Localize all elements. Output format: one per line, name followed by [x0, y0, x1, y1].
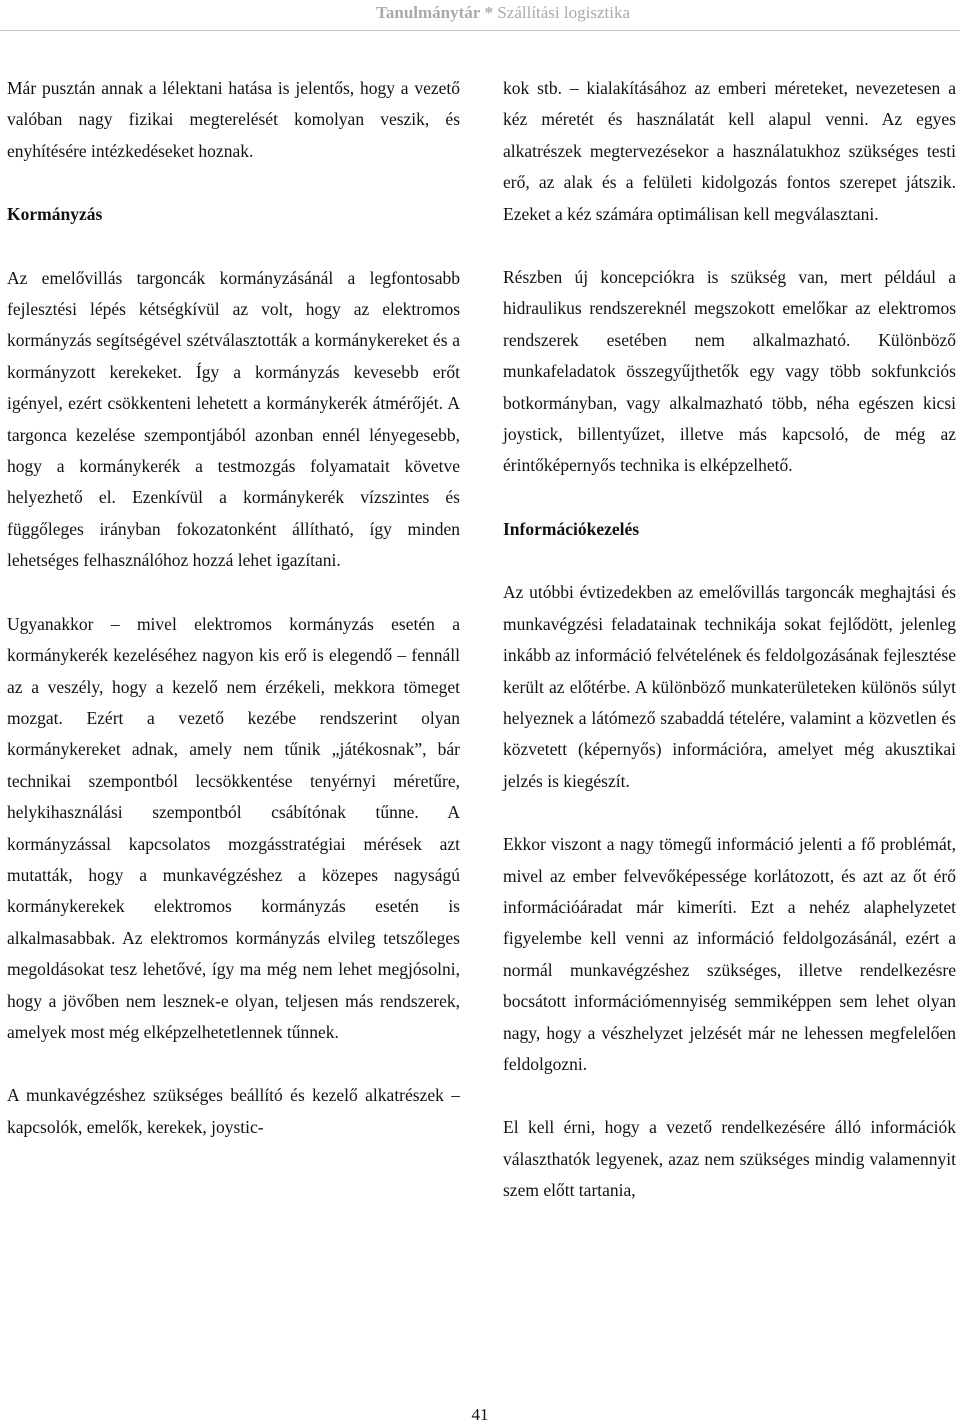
- left-paragraph-3: Ugyanakkor – mivel elektromos kormányzás esetén a kormánykerék kezeléséhez nagyon kis erő is elegendő – fennáll az a veszély, hogy a kezelő nem érzékeli, mekkora tömeget mozgat. Ezért a vezető kezébe rendszerint olyan kormánykereket adnak, amely nem tűnik „játékosnak”, bár technikai szempontból lecsökkentése tenyérnyi méretűre, helykihasználási szempontból csábítónak tűnne. A kormányzással kapcsolatos mozgásstratégiai mérések azt mutatták, hogy a munkavégzéshez a közepes nagyságú kormánykerekek elektromos kormányzás esetén is alkalmasabbak. Az elektromos kormányzás elvileg tetszőleges megoldásokat tesz lehetővé, így ma még nem lehet megjósolni, hogy a jövőben nem lesznek-e olyan, teljesen más rendszerek, amelyek most még elképzelhetetlennek tűnnek.: [7, 613, 460, 1042]
- header-text: [376, 3, 630, 22]
- left-paragraph-1: Már pusztán annak a lélektani hatása is jelentős, hogy a vezető valóban nagy fizikai megterelését komolyan veszik, és enyhítésére intézkedéseket hoznak.: [7, 78, 460, 161]
- page-header: [0, 0, 960, 30]
- left-paragraph-4: A munkavégzéshez szükséges beállító és kezelő alkatrészek – kapcsolók, emelők, kerekek, joystic-: [7, 1085, 460, 1137]
- section-heading-kormanyzas: Kormányzás: [7, 204, 103, 225]
- section-heading-informaciokezeles: Információkezelés: [503, 518, 640, 539]
- right-paragraph-4: Ekkor viszont a nagy tömegű információ jelenti a fő problémát, mivel az ember felvevőképessége korlátozott, és azt az őt érő információáradat már kimeríti. Ezt a nehéz alaphelyzetet figyelembe kell venni az információ feldolgozásánál, ezért a normál munkavégzéshez szükséges, illetve rendelkezésre bocsátott információmennyiség semmiképpen sem lehet olyan nagy, hogy a vészhelyzet jelzését már ne lehessen megfelelően feldolgozni.: [503, 834, 956, 1074]
- header-title: Szállítási logisztika: [497, 3, 630, 22]
- right-paragraph-1: kok stb. – kialakításához az emberi méreteket, nevezetesen a kéz méretét és használatát kell alapul venni. Az egyes alkatrészek megtervezésekor a használatukhoz szükséges testi erő, az alak és a felületi kidolgozás fontos szerepet játszik. Ezeket a kéz számára optimálisan kell megválasztani.: [503, 78, 956, 224]
- header-separator: *: [484, 3, 494, 22]
- right-paragraph-3: Az utóbbi évtizedekben az emelővillás targoncák meghajtási és munkavégzési feladatainak technikája sokat fejlődött, jelenleg inkább az információ felvételének és feldolgozásának fejlesztése került az előtérbe. A különböző munkaterületeken különös súlyt helyeznek a látómező szabaddá tételére, valamint a közvetlen és közvetett (képernyős) információra, amelyet még akusztikai jelzés is kiegészít.: [503, 582, 956, 791]
- left-column: [7, 73, 460, 1175]
- left-paragraph-2: Az emelővillás targoncák kormányzásánál a legfontosabb fejlesztési lépés kétségkívül az volt, hogy az elektromos kormányzás segítségével szétválasztották a kormánykereket és a kormányzott kerekeket. Így a kormányzás kevesebb erőt igényel, ezért csökkenteni lehetett a kormánykerék átmérőjét. A targonca kezelése szempontjából azonban ennél lényegesebb, hogy a kormánykerék a testmozgás folyamatait követve helyezhető el. Ezenkívül a kormánykerék vízszintes és függőleges irányban fokozatonként állítható, így minden lehetséges felhasználóhoz hozzá lehet igazítani.: [7, 267, 460, 571]
- header-brand: Tanulmánytár: [376, 3, 481, 22]
- right-paragraph-2: Részben új koncepciókra is szükség van, mert például a hidraulikus rendszereknél megszokott emelőkar az elektromos rendszerek esetében nem alkalmazható. Különböző munkafeladatok összegyűjthetők egy vagy több sokfunkciós botkormányban, vagy alkalmazható több, néha egészen kicsi joystick, billentyűzet, illetve más kapcsoló, de még az érintőképernyős technika is elképzelhető.: [503, 267, 956, 476]
- header-divider: [0, 30, 960, 31]
- right-paragraph-5: El kell érni, hogy a vezető rendelkezésére álló információk választhatók legyenek, azaz nem szükséges mindig valamennyit szem előtt tartania,: [503, 1117, 956, 1201]
- right-column: [503, 73, 956, 1239]
- page-number: 41: [471, 1405, 489, 1424]
